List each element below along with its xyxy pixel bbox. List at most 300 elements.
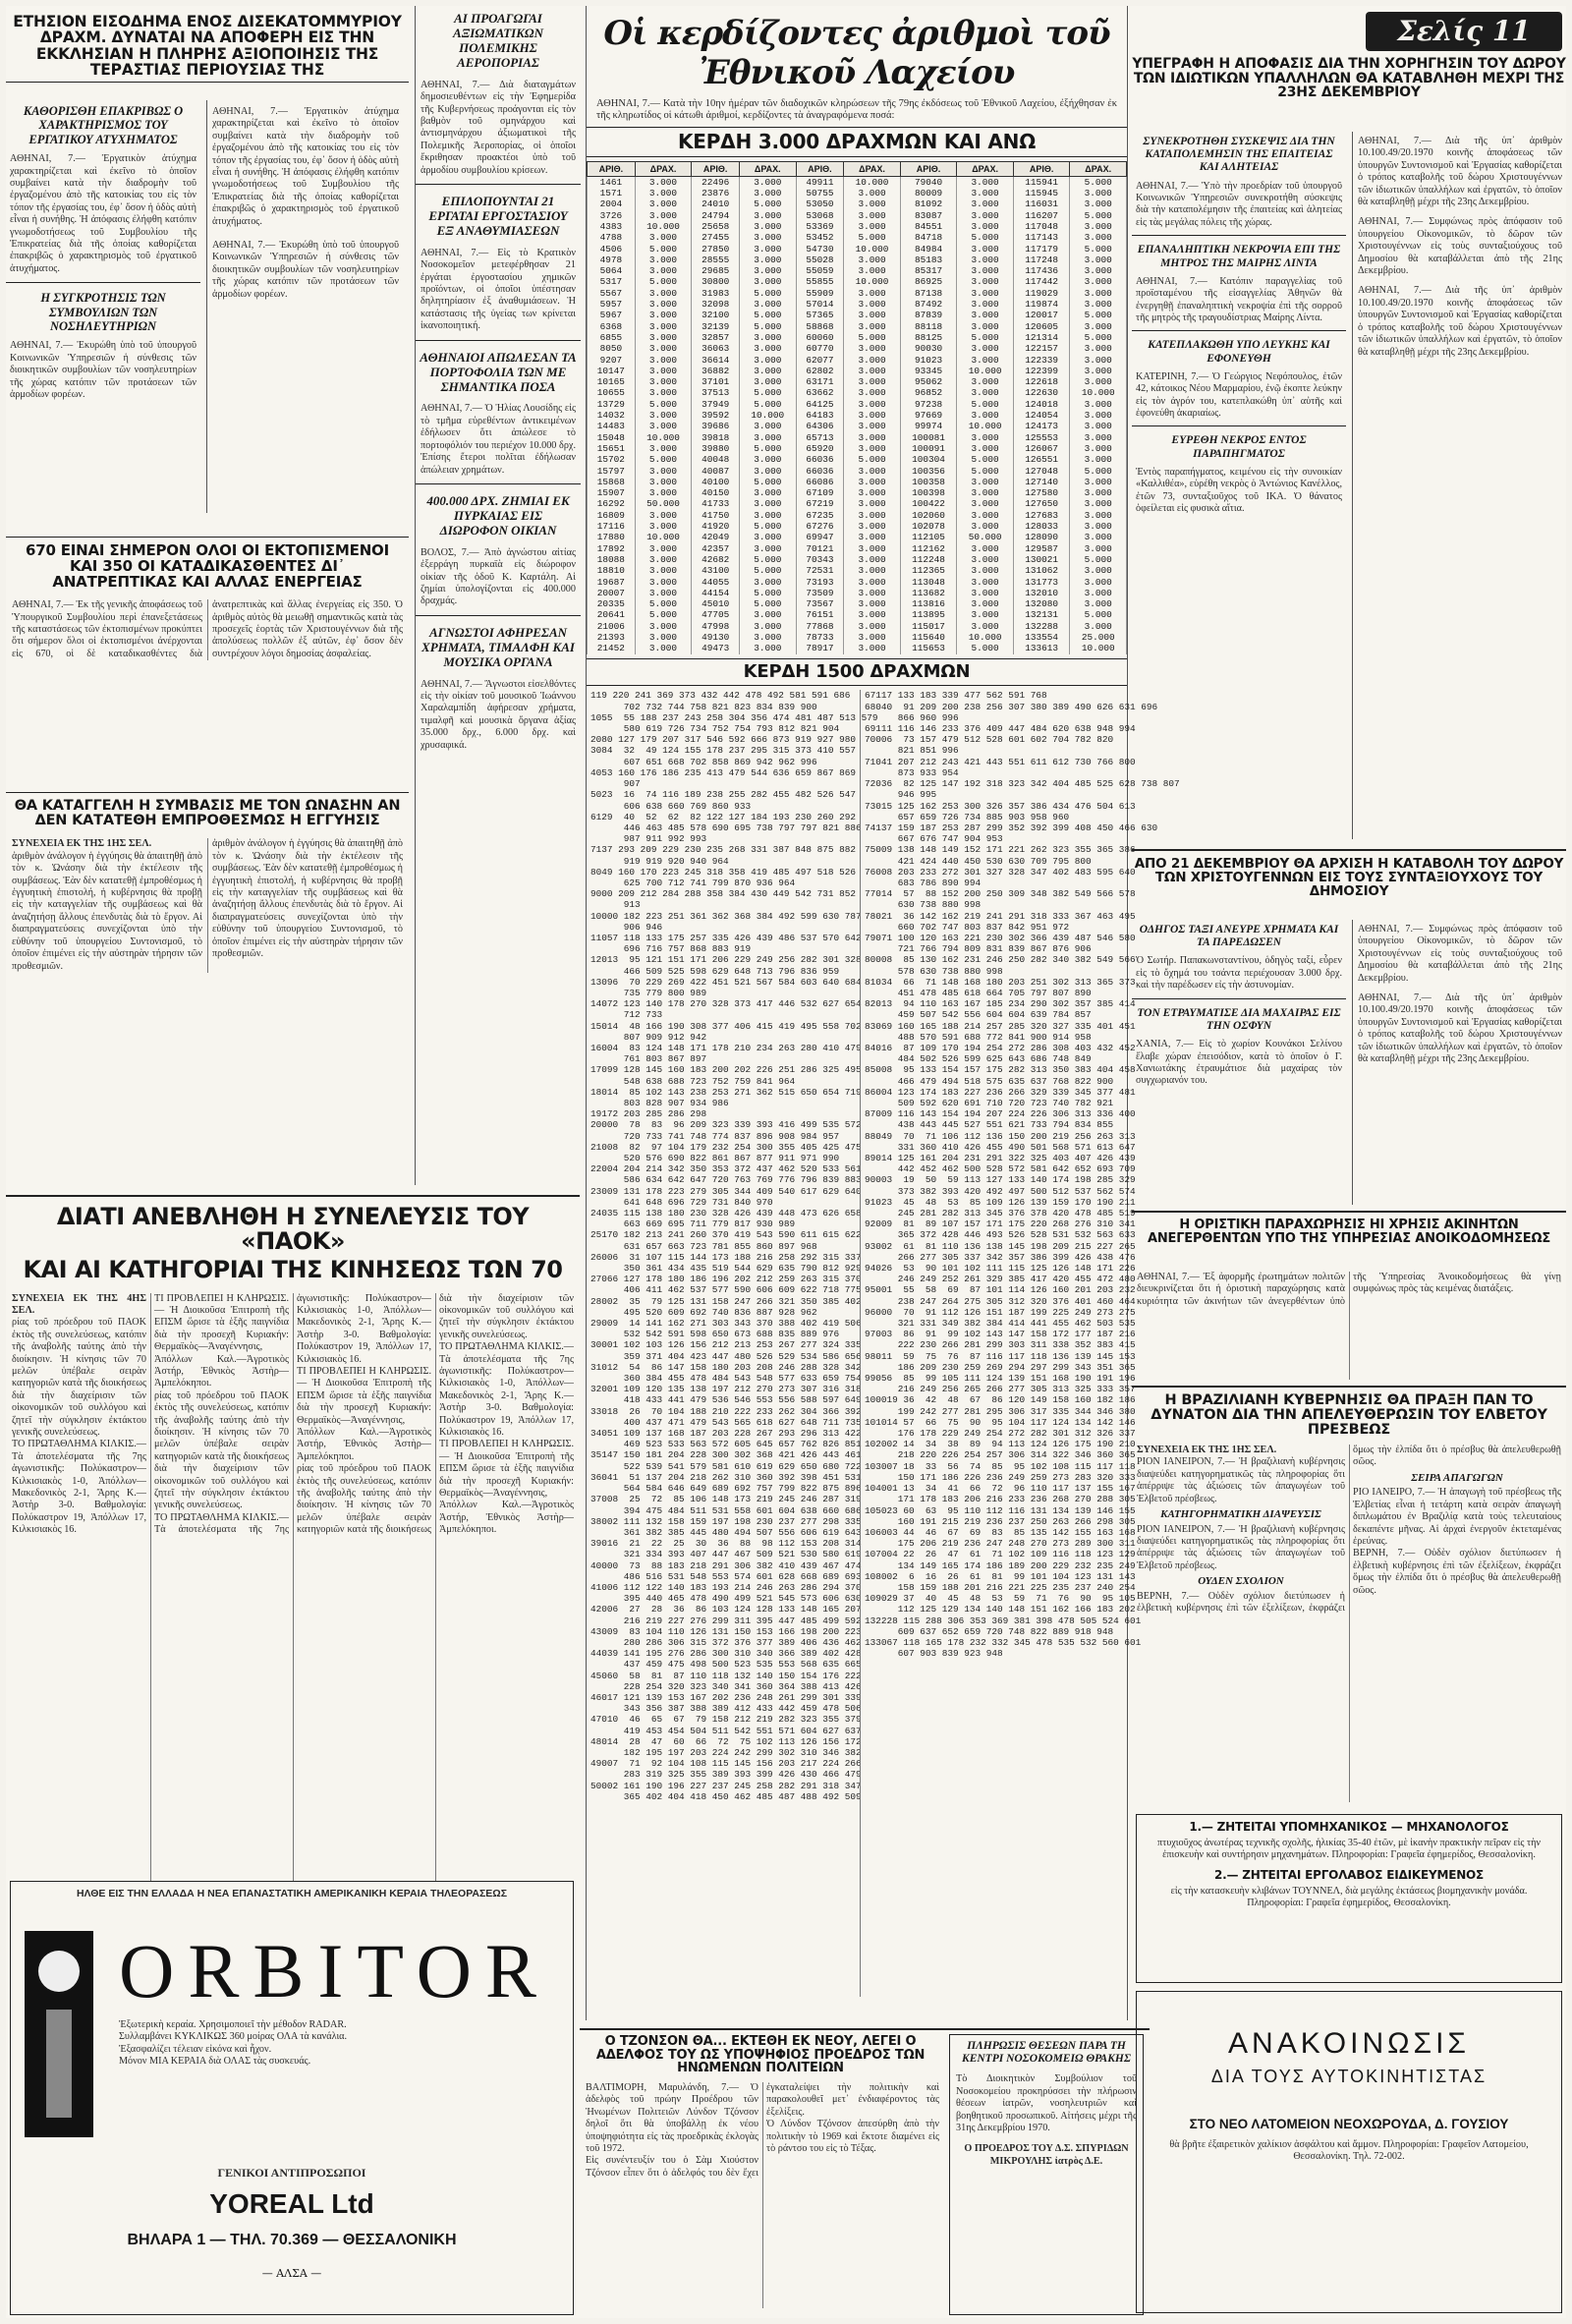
list-item: 81034 66 71 148 168 180 203 251 302 313 365 373 (865, 976, 1136, 988)
ticket-number: 115653 (900, 643, 957, 653)
ad-2-title: 2.— ΖΗΤΕΙΤΑΙ ΕΡΓΟΛΑΒΟΣ ΕΙΔΙΚΕΥΜΕΝΟΣ (1213, 1868, 1485, 1883)
list-item: 27066 127 178 180 186 196 202 212 259 263 315 370 (590, 1274, 862, 1285)
list-item: 44039 141 195 276 286 300 310 340 366 389 402 428 (590, 1648, 862, 1660)
ticket-number: 9207 (588, 355, 636, 366)
list-item: 484 502 526 599 625 643 686 748 849 (865, 1053, 1092, 1065)
ticket-number: 122618 (1013, 376, 1070, 387)
prize-amount: 5.000 (635, 244, 692, 255)
text-johnson-2: Εἰς συνέντευξίν του ὁ Σὰμ Χιούστον Τζόνσον εἶπεν ὅτι ὁ ἀδελφός του δὲν ἔχει ἐγκαταλείψει τὴν πολιτικὴν καὶ παρακολουθεῖ μετ᾽ ἐνδιαφέροντος τὰς ἐξελίξεις. (586, 2081, 939, 2179)
list-item: 216 219 227 276 299 311 395 447 485 499 592 (590, 1615, 862, 1626)
headline-paok-2: ΚΑΙ ΑΙ ΚΑΤΗΓΟΡΙΑΙ ΤΗΣ ΚΙΝΗΣΕΩΣ ΤΩΝ 70 (23, 1256, 563, 1284)
ticket-number: 100358 (900, 477, 957, 487)
prize-amount: 5.000 (957, 454, 1014, 465)
prize-amount: 5.000 (957, 643, 1014, 653)
lottery-list-left (590, 690, 878, 1997)
list-item: 222 230 266 281 299 303 311 338 352 383 415 (865, 1339, 1136, 1351)
ticket-number: 113048 (900, 577, 957, 588)
list-item: 360 384 455 478 484 543 548 577 633 659 754 (590, 1373, 862, 1385)
list-item: 33018 26 70 104 188 210 222 233 262 304 366 392 (590, 1405, 862, 1417)
prize-amount: 10.000 (844, 176, 901, 188)
orbitor-company: YOREAL Ltd (209, 2188, 374, 2219)
list-item: 266 277 305 337 342 357 386 399 426 438 476 (865, 1251, 1136, 1263)
ticket-number: 88118 (900, 321, 957, 332)
ticket-number: 55909 (796, 288, 844, 299)
ticket-number: 5064 (588, 265, 636, 276)
ticket-number: 91023 (900, 355, 957, 366)
left-section (6, 6, 409, 1185)
ticket-number: 49473 (692, 643, 740, 653)
ticket-number: 112162 (900, 543, 957, 554)
prize-amount: 3.000 (844, 588, 901, 598)
prize-amount: 3.000 (957, 598, 1014, 609)
list-item: 85008 95 133 154 157 175 282 313 350 383 404 458 (865, 1064, 1136, 1076)
ticket-number: 76151 (796, 609, 844, 620)
table-row (588, 487, 1127, 498)
prize-amount: 3.000 (740, 355, 797, 366)
list-item: 39016 21 22 25 30 36 88 98 112 153 208 314 (590, 1538, 862, 1550)
list-item: 459 507 542 556 604 604 639 784 857 (865, 1009, 1092, 1021)
list-item: 94026 53 90 101 102 111 115 125 126 148 171 226 (865, 1263, 1136, 1275)
prize-amount: 3.000 (635, 188, 692, 198)
prize-amount: 3.000 (957, 487, 1014, 498)
prize-amount: 5.000 (740, 588, 797, 598)
lottery-section (586, 6, 1180, 2020)
ticket-number: 47998 (692, 621, 740, 632)
list-item: 88049 70 71 106 112 136 150 200 219 256 263 313 (865, 1130, 1136, 1142)
table-row (588, 355, 1127, 366)
ticket-number: 20641 (588, 609, 636, 620)
prize-amount: 3.000 (957, 343, 1014, 354)
list-item: 10000 182 223 251 361 362 368 384 492 599 630 787 (590, 910, 862, 922)
ticket-number: 93345 (900, 366, 957, 376)
list-item: 630 738 880 998 (865, 899, 982, 911)
text-workers: ΑΘΗΝΑΙ, 7.— Εἰς τὸ Κρατικὸν Νοσοκομεῖον μετεφέρθησαν 21 ἐργάται ἐργοστασίου χημικῶν προϊόντων, οἱ ὁποῖοι ὑπέστησαν δηλητηρίασιν ἐξ ἀναθυμιάσεων. Ἡ κατάστασις τῆς ὑγείας των κρίνεται ἱκανοποιητική. (421, 247, 576, 332)
ticket-number: 130021 (1013, 554, 1070, 565)
list-item: 509 592 620 691 710 720 723 740 782 921 (865, 1097, 1114, 1108)
list-item: 119 220 241 369 373 432 442 478 492 581 591 686 (590, 690, 851, 702)
prize-amount: 5.000 (740, 477, 797, 487)
hospital-notice-box (949, 2034, 1144, 2315)
ticket-number: 18810 (588, 565, 636, 576)
prize-amount: 3.000 (740, 454, 797, 465)
drivers-notice-box[interactable] (1136, 1991, 1562, 2313)
prize-amount: 3.000 (635, 176, 692, 188)
prize-amount: 3.000 (957, 510, 1014, 521)
ticket-number: 62077 (796, 355, 844, 366)
headline-church-income: ΕΤΗΣΙΟΝ ΕΙΣΟΔΗΜΑ ΕΝΟΣ ΔΙΣΕΚΑΤΟΜΜΥΡΙΟΥ ΔΡΑΧΜ. ΔΥΝΑΤΑΙ ΝΑ ΑΠΟΦΕΡΗ ΕΙΣ ΤΗΝ ΕΚΚΛΗΣΙΑΝ Η ΠΛΗΡΗΣ ΑΞΙΟΠΟΙΗΣΙΣ ΤΗΣ ΤΕΡΑΣΤΙΑΣ ΠΕΡΙΟΥΣΙΑΣ ΤΗΣ (6, 6, 409, 83)
ticket-number: 124173 (1013, 421, 1070, 431)
list-item: 199 242 277 281 295 306 317 335 344 346 380 (865, 1405, 1136, 1417)
ticket-number: 18088 (588, 554, 636, 565)
prize-amount: 3.000 (635, 632, 692, 643)
ticket-number: 19687 (588, 577, 636, 588)
orbitor-point-2: Συλλαμβάνει ΚΥΚΛΙΚΩΣ 360 μοίρας ΟΛΑ τὰ κανάλια. (119, 2031, 348, 2043)
list-item: 280 286 306 315 372 376 377 389 406 436 462 (590, 1636, 862, 1648)
hospital-notice-sign: Ο ΠΡΟΕΔΡΟΣ ΤΟΥ Δ.Σ. ΣΠΥΡΙΔΩΝ ΜΙΚΡΟΥΛΗΣ ἰατρὸς Δ.Ε. (964, 2143, 1129, 2167)
list-item: 22004 204 214 342 350 353 372 437 462 520 533 561 (590, 1163, 862, 1175)
list-item: 75009 138 148 149 152 171 221 262 323 355 365 386 (865, 844, 1136, 856)
prize-amount: 5.000 (1070, 310, 1127, 320)
list-item: 907 (590, 778, 641, 790)
table-row (588, 421, 1127, 431)
list-item: 522 539 541 579 581 610 619 629 650 680 722 (590, 1460, 862, 1472)
prize-amount: 3.000 (957, 288, 1014, 299)
table-row (588, 543, 1127, 554)
list-item: 93002 61 81 110 136 138 145 198 209 215 227 265 (865, 1240, 1136, 1252)
prize-amount: 5.000 (957, 466, 1014, 477)
table-row (588, 554, 1127, 565)
ticket-number: 55855 (796, 276, 844, 287)
ticket-number: 117179 (1013, 244, 1070, 255)
ticket-number: 57014 (796, 299, 844, 310)
list-item: 238 247 264 275 305 312 320 376 401 460 464 (865, 1295, 1136, 1307)
list-item: 106003 44 46 67 69 83 85 135 142 155 163 168 (865, 1526, 1136, 1538)
prize-amount: 10.000 (635, 221, 692, 232)
list-item: 913 (590, 899, 641, 911)
prize-amount: 3.000 (957, 554, 1014, 565)
table-row (588, 521, 1127, 532)
text-private-gift-3: ΑΘΗΝΑΙ, 7.— Διὰ τῆς ὑπ᾽ ἀριθμὸν 10.100.49/20.1970 κοινῆς ἀποφάσεως τῶν ὑπουργῶν Συντονισμοῦ καὶ Ἐργασίας καθορίζεται ὁ τρόπος καταβολῆς τοῦ δώρου Χριστουγέννων τῶν ἰδιωτικῶν ὑπαλλήλων καὶ ἐργατῶν, τὸ ὁποῖον θὰ καταβληθῇ μέχρι τῆς 23ης Δεκεμβρίου. (1358, 285, 1562, 358)
list-item: 486 516 531 548 553 574 601 628 668 689 693 (590, 1570, 862, 1582)
prize-amount: 3.000 (1070, 232, 1127, 243)
col-header: ΑΡΙΘ. (692, 161, 740, 176)
prize-amount: 3.000 (1070, 255, 1127, 265)
ticket-number: 36614 (692, 355, 740, 366)
prize-amount: 5.000 (957, 399, 1014, 410)
ticket-number: 128033 (1013, 521, 1070, 532)
prize-amount: 3.000 (635, 487, 692, 498)
list-item: 182 195 197 203 224 242 299 302 310 346 382 (590, 1746, 862, 1758)
headline-workers: ΕΠΙΛΟΠΟΥΝΤΑΙ 21 ΕΡΓΑΤΑΙ ΕΡΓΟΣΤΑΣΙΟΥ ΕΞ ΑΝΑΘΥΜΙΑΣΕΩΝ (428, 194, 568, 238)
list-item: 107004 22 26 47 61 71 102 109 116 118 123 129 (865, 1549, 1136, 1560)
ticket-number: 4383 (588, 221, 636, 232)
ticket-number: 40150 (692, 487, 740, 498)
ticket-number: 100304 (900, 454, 957, 465)
col-header: ΑΡΙΘ. (1013, 161, 1070, 176)
prize-amount: 3.000 (740, 498, 797, 509)
ticket-number: 5967 (588, 310, 636, 320)
ticket-number: 131062 (1013, 565, 1070, 576)
prize-amount: 3.000 (635, 510, 692, 521)
col-header: ΔΡΑΧ. (635, 161, 692, 176)
ticket-number: 117442 (1013, 276, 1070, 287)
ticket-number: 42357 (692, 543, 740, 554)
prize-amount: 3.000 (957, 321, 1014, 332)
list-item: 70006 73 157 479 512 528 601 602 704 782 820 (865, 734, 1114, 746)
list-item: 47010 46 65 67 79 158 212 219 282 323 355 379 (590, 1714, 862, 1726)
prize-amount: 3.000 (740, 543, 797, 554)
prize-amount: 3.000 (844, 543, 901, 554)
prize-amount: 3.000 (844, 598, 901, 609)
text-accident: ΑΘΗΝΑΙ, 7.— Ἐργατικὸν ἀτύχημα χαρακτηρίζεται καὶ ἐκεῖνο τὸ ὁποῖον συμβαίνει κατὰ τὴν διαδρομὴν τοῦ ἐργαζομένου ἀπὸ τῆς κατοικίας του εἰς τὸν τόπον τῆς ἐργασίας του, ἐφ᾽ ὅσον ἡ ὁδὸς αὐτὴ εἶναι ἡ συνήθης. Ἡ ἀπόφασις ἐλήφθη κατόπιν γνωμοδοτήσεως τοῦ Συμβουλίου τῆς Ἐπικρατείας διὰ τῆς ὁποίας καθορίζεται ἐπακριβῶς ὁ χαρακτηρισμὸς τοῦ ἐργατικοῦ ἀτυχήματος. (10, 153, 196, 274)
text-found-dead: Ἐντὸς παραπήγματος, κειμένου εἰς τὴν συνοικίαν «Καλλιθέα», εὑρέθη νεκρὸς ὁ Ἀντώνιος Κανέλλος, ἐτῶν 73, συνταξιοῦχος τοῦ ΙΚΑ. Ὁ θάνατος ὀφείλεται εἰς φυσικὰ αἴτια. (1136, 466, 1342, 515)
prize-amount: 3.000 (635, 410, 692, 421)
page-number-logo (1366, 12, 1562, 51)
prize-amount: 3.000 (844, 343, 901, 354)
orbitor-point-4: Μόνον ΜΙΑ ΚΕΡΑΙΑ διὰ ΟΛΑΣ τὰς συσκευάς. (119, 2056, 311, 2068)
prize-amount: 3.000 (1070, 265, 1127, 276)
list-item: 82013 94 110 163 167 185 234 290 302 357 385 414 (865, 998, 1136, 1010)
prize-amount: 3.000 (957, 521, 1014, 532)
table-row (588, 387, 1127, 398)
hospital-notice-text: Τὸ Διοικητικὸν Συμβούλιον τοῦ Νοσοκομείου προκηρύσσει τὴν πλήρωσιν θέσεων ἰατρῶν, νοσηλευτριῶν καὶ βοηθητικοῦ προσωπικοῦ. Αἰτήσεις μέχρι τῆς 31ης Δεκεμβρίου 1970. (956, 2073, 1137, 2134)
prize-amount: 3.000 (844, 265, 901, 276)
prize-amount: 5.000 (1070, 609, 1127, 620)
list-item: 132228 115 288 306 353 369 381 398 478 505 524 601 (865, 1615, 1142, 1626)
ticket-number: 6855 (588, 332, 636, 343)
list-item: 13096 70 229 269 422 451 521 567 584 603 640 684 (590, 976, 862, 988)
prize-amount: 3.000 (740, 176, 797, 188)
text-beggars: ΑΘΗΝΑΙ, 7.— Ὑπὸ τὴν προεδρίαν τοῦ ὑπουργοῦ Κοινωνικῶν Ὑπηρεσιῶν συνεκροτήθη σύσκεψις διὰ τὴν καταπολέμησιν τῆς ἐπαιτείας καὶ ἀλητείας εἰς τὰς μεγάλας πόλεις τῆς χώρας. (1136, 180, 1342, 228)
ticket-number: 23876 (692, 188, 740, 198)
public-block (1132, 920, 1566, 1205)
prize-amount: 3.000 (844, 609, 901, 620)
ticket-number: 70121 (796, 543, 844, 554)
prize-amount: 3.000 (957, 188, 1014, 198)
ticket-number: 49911 (796, 176, 844, 188)
list-item: 68040 91 209 200 238 256 307 380 389 490 626 631 696 (865, 701, 1158, 712)
ticket-number: 17892 (588, 543, 636, 554)
prize-amount: 3.000 (740, 632, 797, 643)
prize-amount: 3.000 (635, 643, 692, 653)
list-item: 78021 36 142 162 219 241 291 318 333 367 463 495 (865, 910, 1136, 922)
orbitor-tag: — ΑΛΣΑ — (261, 2267, 322, 2280)
list-item: 631 657 663 723 781 855 860 897 968 (590, 1240, 817, 1252)
prize-amount: 3.000 (1070, 376, 1127, 387)
prize-amount: 3.000 (844, 376, 901, 387)
table-row (588, 577, 1127, 588)
ticket-number: 41733 (692, 498, 740, 509)
text-onassis: ἀριθμὸν ἀνάλογον ἡ ἐγγύησις θὰ ἀπαιτηθῇ ἀπὸ τὸν κ. Ὠνάσην διὰ τὴν ἐκτέλεσιν τῆς συμβάσεως. Ἐὰν δὲν κατατεθῇ ἐμπροθέσμως ἡ ἐγγυητικὴ ἐπιστολή, ἡ κυβέρνησις θὰ προβῇ εἰς τὴν καταγγελίαν τῆς συμβάσεως καὶ θὰ ἀναζητήσῃ ἄλλους ἐπενδυτὰς διὰ τὸ ἔργον. Αἱ διαπραγματεύσεις συνεχίζονται ὑπὸ τὴν εὐθύνην τοῦ ὑπουργείου Συντονισμοῦ, τὸ ὁποῖον ἐπιμένει εἰς τὴν αὐστηρὰν τήρησιν τῶν προθεσμιῶν. (12, 850, 202, 972)
ticket-number: 127650 (1013, 498, 1070, 509)
list-item: 95001 55 58 69 87 101 114 126 160 201 203 232 (865, 1284, 1136, 1296)
ticket-number: 15702 (588, 454, 636, 465)
ticket-number: 21393 (588, 632, 636, 643)
list-item: 133067 118 165 178 232 332 345 478 535 532 560 601 (865, 1636, 1142, 1648)
ticket-number: 4978 (588, 255, 636, 265)
antenna-image (25, 1931, 93, 2137)
table-row (588, 643, 1127, 653)
col-header: ΑΡΙΘ. (796, 161, 844, 176)
prize-amount: 3.000 (1070, 543, 1127, 554)
ticket-number: 20007 (588, 588, 636, 598)
prize-amount: 5.000 (635, 598, 692, 609)
prize-amount: 5.000 (957, 332, 1014, 343)
prize-amount: 25.000 (1070, 632, 1127, 643)
ticket-number: 112248 (900, 554, 957, 565)
prize-amount: 3.000 (844, 443, 901, 454)
list-item: 359 371 404 423 447 480 526 529 534 586 656 (590, 1350, 862, 1362)
table-row (588, 310, 1127, 320)
ticket-number: 126551 (1013, 454, 1070, 465)
orbitor-dealer: ΓΕΝΙΚΟΙ ΑΝΤΙΠΡΟΣΩΠΟΙ (217, 2166, 366, 2180)
prize-amount: 3.000 (844, 521, 901, 532)
list-item: 20000 78 83 96 209 323 339 393 416 499 535 572 (590, 1119, 862, 1131)
prize-amount: 3.000 (635, 288, 692, 299)
ticket-number: 43100 (692, 565, 740, 576)
ticket-number: 17880 (588, 532, 636, 542)
prize-amount: 3.000 (1070, 454, 1127, 465)
ticket-number: 127048 (1013, 466, 1070, 477)
list-item: 395 440 465 478 490 499 521 545 573 606 630 (590, 1593, 862, 1605)
prize-amount: 3.000 (635, 521, 692, 532)
prize-amount: 3.000 (844, 355, 901, 366)
ticket-number: 121314 (1013, 332, 1070, 343)
text-linda: ΑΘΗΝΑΙ, 7.— Κατόπιν παραγγελίας τοῦ προϊσταμένου τῆς εἰσαγγελίας Ἀθηνῶν θὰ ἐνεργηθῇ ἐπαναληπτικὴ νεκροψία ἐπὶ τῆς σορροῦ τῆς μητρὸς τῆς τραγουδίστριας Μαίρης Λίντα. (1136, 275, 1342, 323)
text-stab: ΧΑΝΙΑ, 7.— Εἰς τὸ χωρίον Κουνάκοι Σελίνου ἔλαβε χώραν ἐπεισόδιον, κατὰ τὸ ὁποῖον ὁ Γ. Χανιωτάκης ἐτραυμάτισε διὰ μαχαίρας τὸν συγχωριανόν του. (1136, 1039, 1342, 1087)
prize-amount: 3.000 (635, 265, 692, 276)
left-subcol-a (6, 100, 200, 513)
prize-amount: 3.000 (844, 321, 901, 332)
list-item: 520 576 690 822 861 867 877 911 971 990 (590, 1153, 840, 1163)
list-item: 216 249 256 265 266 277 305 313 325 333 357 (865, 1384, 1136, 1395)
prize-amount: 3.000 (844, 565, 901, 576)
prize-amount: 3.000 (1070, 532, 1127, 542)
list-item: 92009 81 89 107 157 171 175 220 268 276 310 341 (865, 1219, 1136, 1230)
ticket-number: 5317 (588, 276, 636, 287)
prize-amount: 3.000 (957, 443, 1014, 454)
prize-amount: 3.000 (1070, 198, 1127, 209)
ticket-number: 97238 (900, 399, 957, 410)
ticket-number: 16292 (588, 498, 636, 509)
list-item: 97003 86 91 99 102 143 147 158 172 177 187 216 (865, 1329, 1136, 1340)
prize-amount: 10.000 (635, 432, 692, 443)
prize-amount: 3.000 (740, 210, 797, 221)
prize-amount: 3.000 (635, 387, 692, 398)
prize-amount: 3.000 (635, 366, 692, 376)
list-item: 80008 85 130 162 231 246 250 282 340 382 549 566 (865, 954, 1136, 966)
prize-amount: 3.000 (957, 276, 1014, 287)
ticket-number: 127140 (1013, 477, 1070, 487)
lottery-section-1: ΚΕΡΔΗ 3.000 ΔΡΑΧΜΩΝ ΚΑΙ ΑΝΩ (587, 127, 1127, 157)
prize-amount: 50.000 (957, 532, 1014, 542)
ticket-number: 113895 (900, 609, 957, 620)
prize-amount: 3.000 (740, 609, 797, 620)
ticket-number: 32139 (692, 321, 740, 332)
ticket-number: 32857 (692, 332, 740, 343)
list-item: 31012 54 86 147 158 180 203 208 246 288 328 342 (590, 1361, 862, 1373)
classified-ads-box[interactable] (1136, 1814, 1562, 1983)
ticket-number: 53050 (796, 198, 844, 209)
ticket-number: 49130 (692, 632, 740, 643)
list-item: 3084 32 49 124 155 178 237 295 315 373 410 557 (590, 745, 857, 757)
ticket-number: 55059 (796, 265, 844, 276)
list-item: 373 382 393 420 492 497 500 512 537 562 574 (865, 1185, 1136, 1197)
ticket-number: 39592 (692, 410, 740, 421)
text-paok-5: ΤΟ ΠΡΩΤΑΘΛΗΜΑ ΚΙΛΚΙΣ.— Τὰ ἀποτελέσματα τῆς 7ης ἀγωνιστικῆς: Πολύκαστρον—Κιλκισιακὸς 1-0, Ἀπόλλων—Μακεδονικὸς 2-1, Ἄρης Κ.—Ἀστὴρ 3-0. Βαθμολογία: Πολύκαστρον 19, Ἀπόλλων 17, Κιλκισιακὸς 16. (154, 1292, 431, 1536)
prize-amount: 3.000 (740, 487, 797, 498)
paok-block (6, 1195, 580, 1875)
ticket-number: 84718 (900, 232, 957, 243)
list-item: 906 946 (590, 921, 663, 933)
lottery-section-2: ΚΕΡΔΗ 1500 ΔΡΑΧΜΩΝ (587, 658, 1127, 687)
list-item: 36041 51 137 204 218 262 310 360 392 398 451 531 (590, 1471, 862, 1483)
prize-amount: 3.000 (1070, 288, 1127, 299)
right-section (1132, 6, 1566, 2318)
headline-air-promotions: ΑΙ ΠΡΟΑΓΩΓΑΙ ΑΞΙΩΜΑΤΙΚΩΝ ΠΟΛΕΜΙΚΗΣ ΑΕΡΟΠΟΡΙΑΣ (453, 11, 543, 70)
text-hospitals: ΑΘΗΝΑΙ, 7.— Ἐκυρώθη ὑπὸ τοῦ ὑπουργοῦ Κοινωνικῶν Ὑπηρεσιῶν ἡ σύνθεσις τῶν διοικητικῶν συμβουλίων τῶν νοσηλευτηρίων τῆς χώρας κατόπιν τῶν προτάσεων τῶν ἀρμοδίων φορέων. (10, 340, 196, 400)
list-item: 641 648 696 729 731 840 970 (590, 1196, 773, 1208)
ticket-number: 36063 (692, 343, 740, 354)
lottery-title: Οἱ κερδίζοντες ἀριθμοὶ τοῦ Ἐθνικοῦ Λαχείου (603, 14, 1110, 92)
list-item: 102002 14 34 38 89 94 113 124 126 175 190 210 (865, 1439, 1136, 1450)
prize-amount: 3.000 (1070, 355, 1127, 366)
text-no-comment: ΒΕΡΝΗ, 7.— Οὐδὲν σχόλιον διετύπωσεν ἡ ἐλβετικὴ κυβέρνησις ἐπὶ τῶν ἐξελίξεων, ἐκφράζει ὅμως τὴν ἐλπίδα ὅτι ὁ πρέσβυς θὰ ἀπελευθερωθῇ σῶος. (1137, 1445, 1561, 1615)
ticket-number: 117048 (1013, 221, 1070, 232)
prize-amount: 3.000 (844, 510, 901, 521)
notice-line: ΣΤΟ ΝΕΟ ΛΑΤΟΜΕΙΟΝ ΝΕΟΧΩΡΟΥΔΑ, Δ. ΓΟΥΣΙΟΥ (1189, 2117, 1509, 2131)
ticket-number: 39818 (692, 432, 740, 443)
ticket-number: 15797 (588, 466, 636, 477)
prize-amount: 3.000 (740, 299, 797, 310)
ticket-number: 66036 (796, 466, 844, 477)
brazil-lead: ΣΥΝΕΧΕΙΑ ΕΚ ΤΗΣ 1ΗΣ ΣΕΛ. (1137, 1445, 1277, 1455)
prize-amount: 5.000 (740, 554, 797, 565)
prize-amount: 3.000 (740, 255, 797, 265)
ticket-number: 40100 (692, 477, 740, 487)
ticket-number: 112105 (900, 532, 957, 542)
list-item: 100019 36 42 48 67 86 120 149 158 160 182 186 (865, 1394, 1136, 1406)
ticket-number: 78733 (796, 632, 844, 643)
prize-amount: 5.000 (740, 310, 797, 320)
ticket-number: 117248 (1013, 255, 1070, 265)
prize-amount: 5.000 (1070, 176, 1127, 188)
newspaper-page (6, 6, 1566, 2318)
ticket-number: 73193 (796, 577, 844, 588)
list-item: 101014 57 66 75 90 95 104 117 124 134 142 146 (865, 1416, 1136, 1428)
orbitor-ad[interactable] (10, 1881, 574, 2315)
list-item: 73015 125 162 253 300 326 357 386 434 476 504 613 (865, 800, 1136, 812)
table-row (588, 565, 1127, 576)
list-item: 578 630 738 880 998 (865, 965, 1003, 977)
list-item: 186 209 230 259 269 294 297 299 343 351 365 (865, 1361, 1136, 1373)
prize-amount: 5.000 (740, 443, 797, 454)
list-item: 35147 150 181 204 228 300 302 368 421 426 443 461 (590, 1449, 862, 1461)
notice-text: θὰ βρῆτε ἐξαιρετικὸν χαλίκιον ἀσφάλτου καὶ ἄμμον. Πληροφορίαι: Γραφεῖον Λατομείου, Θεσσαλονίκη. Τηλ. 72-002. (1169, 2139, 1529, 2163)
list-item: 803 828 907 934 986 (590, 1097, 729, 1108)
list-item: 86004 123 174 183 227 236 266 329 339 345 377 481 (865, 1086, 1136, 1098)
headline-exiles: 670 ΕΙΝΑΙ ΣΗΜΕΡΟΝ ΟΛΟΙ ΟΙ ΕΚΤΟΠΙΣΜΕΝΟΙ ΚΑΙ 350 ΟΙ ΚΑΤΑΔΙΚΑΣΘΕΝΤΕΣ ΔΙ᾽ ΑΝΑΤΡΕΠΤΙΚΑΣ ΚΑΙ ΑΛΛΑΣ ΕΝΕΡΓΕΙΑΣ (26, 541, 389, 591)
ticket-number: 24010 (692, 198, 740, 209)
text-public-gift-2: ΑΘΗΝΑΙ, 7.— Διὰ τῆς ὑπ᾽ ἀριθμὸν 10.100.49/20.1970 κοινῆς ἀποφάσεως τῶν ὑπουργῶν Συντονισμοῦ καὶ Ἐργασίας καθορίζεται ὁ τρόπος καταβολῆς τοῦ δώρου Χριστουγέννων τῶν ἰδιωτικῶν ὑπαλλήλων καὶ ἐργατῶν, τὸ ὁποῖον θὰ καταβληθῇ μέχρι τῆς 23ης Δεκεμβρίου. (1358, 992, 1562, 1065)
ticket-number: 122399 (1013, 366, 1070, 376)
list-item: 87009 116 143 154 194 207 224 226 306 313 336 400 (865, 1108, 1136, 1120)
list-item: 69111 116 146 233 376 409 447 484 620 638 948 994 (865, 723, 1136, 735)
list-item: 30001 102 103 126 156 212 213 253 267 277 324 335 (590, 1339, 862, 1351)
list-item: 400 437 471 479 543 565 618 627 648 711 735 (590, 1416, 862, 1428)
table-row (588, 232, 1127, 243)
ticket-number: 122630 (1013, 387, 1070, 398)
list-item: 331 360 410 426 455 490 501 568 571 613 647 (865, 1141, 1136, 1153)
prize-amount: 3.000 (844, 498, 901, 509)
prize-amount: 3.000 (957, 432, 1014, 443)
col-header: ΔΡΑΧ. (740, 161, 797, 176)
ticket-number: 133613 (1013, 643, 1070, 653)
list-item: 283 319 325 355 389 393 399 426 430 466 479 (590, 1769, 862, 1781)
brazil-block (1132, 1443, 1566, 1806)
list-item: 5023 16 74 116 189 238 255 282 455 482 526 547 (590, 789, 857, 801)
ticket-number: 15907 (588, 487, 636, 498)
list-item: 32001 109 120 135 138 197 212 270 273 307 316 318 (590, 1384, 862, 1395)
ticket-number: 115945 (1013, 188, 1070, 198)
table-row (588, 454, 1127, 465)
table-row (588, 432, 1127, 443)
list-item: 735 779 800 989 (590, 987, 707, 998)
ticket-number: 100422 (900, 498, 957, 509)
prize-amount: 3.000 (957, 588, 1014, 598)
ticket-number: 129587 (1013, 543, 1070, 554)
list-item: 67117 133 183 339 477 562 591 768 (865, 690, 1047, 702)
